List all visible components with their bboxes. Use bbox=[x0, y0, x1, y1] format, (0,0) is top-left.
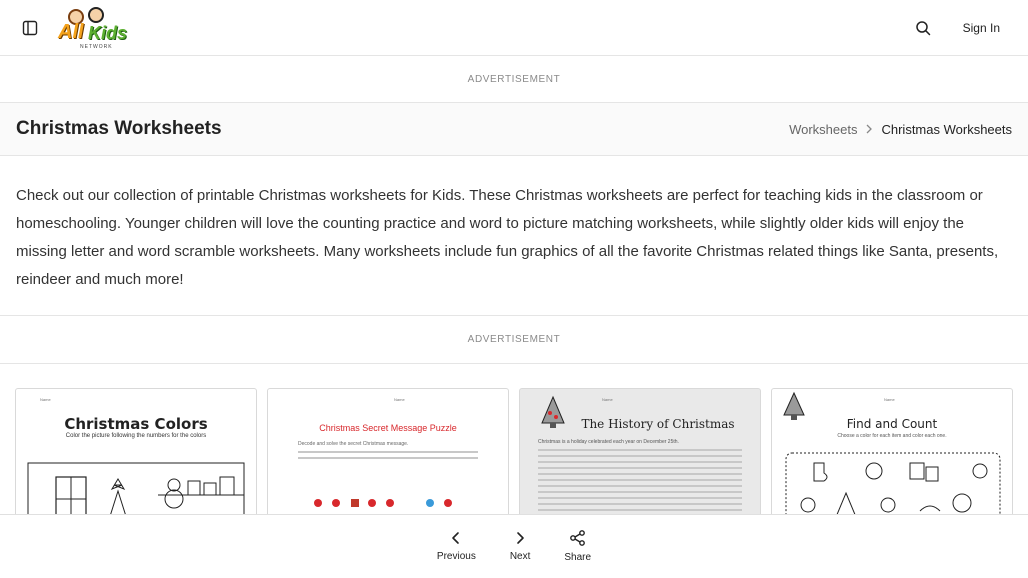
advertisement-label: ADVERTISEMENT bbox=[467, 73, 561, 85]
next-button[interactable] bbox=[510, 531, 531, 562]
chevron-right-icon bbox=[513, 531, 527, 545]
worksheet-text-lines bbox=[298, 451, 478, 463]
worksheet-card-find-and-count[interactable] bbox=[771, 388, 1013, 528]
search-icon bbox=[915, 20, 931, 36]
worksheet-subtitle: Christmas is a holiday celebrated each year on December 25th. bbox=[538, 439, 679, 445]
logo-text-network: NETWORK bbox=[80, 43, 113, 50]
share-label: Share bbox=[564, 552, 592, 563]
worksheet-name-label: Name bbox=[394, 397, 405, 402]
share-button[interactable] bbox=[564, 530, 591, 563]
intro-paragraph: Check out our collection of printable Christmas worksheets for Kids. These Christmas worksheets are perfect for teaching kids in the classroom or homeschooling. Younger children will love the counting practice and word to picture matching worksheets, while slightly older kids will enjoy the missing letter and word scramble worksheets. Many worksheets include fun graphics of all the favorite Christmas related things like Santa, presents, reindeer and much more! bbox=[16, 187, 999, 288]
sign-in-link[interactable]: Sign In bbox=[962, 20, 1000, 35]
previous-label: Previous bbox=[436, 551, 476, 562]
page-title: Christmas Worksheets bbox=[16, 118, 222, 139]
worksheet-card-secret-message-puzzle[interactable] bbox=[267, 388, 509, 528]
sidebar-toggle-icon bbox=[22, 20, 38, 36]
worksheet-card-history-of-christmas[interactable] bbox=[519, 388, 761, 528]
worksheet-title: Find and Count bbox=[846, 417, 938, 431]
logo-kid-face-icon bbox=[88, 7, 104, 23]
sidebar-toggle-button[interactable] bbox=[16, 14, 44, 42]
header-actions bbox=[911, 16, 1012, 40]
logo-text-kids: Kids bbox=[88, 22, 128, 43]
advertisement-label: ADVERTISEMENT bbox=[467, 334, 561, 345]
worksheet-text-lines bbox=[538, 449, 742, 515]
worksheet-subtitle: Decode and solve the secret Christmas message. bbox=[298, 441, 409, 447]
breadcrumb-current: Christmas Worksheets bbox=[881, 121, 1012, 137]
site-logo[interactable] bbox=[58, 5, 134, 51]
chevron-left-icon bbox=[449, 531, 463, 545]
intro-text bbox=[0, 156, 1028, 316]
advertisement-top bbox=[0, 56, 1028, 103]
page-title-bar bbox=[0, 103, 1028, 156]
breadcrumb-separator bbox=[865, 124, 873, 134]
worksheet-title: Christmas Secret Message Puzzle bbox=[319, 423, 457, 433]
next-label: Next bbox=[509, 551, 531, 562]
top-bar bbox=[0, 0, 1028, 56]
worksheet-title: The History of Christmas bbox=[581, 417, 735, 431]
worksheet-card-christmas-colors[interactable] bbox=[15, 388, 257, 528]
bottom-navigation bbox=[0, 514, 1028, 578]
advertisement-middle bbox=[0, 316, 1028, 364]
worksheet-grid bbox=[0, 364, 1028, 528]
worksheet-subtitle: Choose a color for each item and color each one. bbox=[837, 433, 947, 439]
chevron-right-icon bbox=[865, 124, 873, 134]
worksheet-subtitle: Color the picture following the numbers for the colors bbox=[65, 433, 207, 439]
worksheet-name-label: Name bbox=[40, 397, 51, 402]
worksheet-title: Christmas Colors bbox=[64, 415, 208, 433]
previous-button[interactable] bbox=[437, 531, 476, 562]
worksheet-name-label: Name bbox=[602, 397, 613, 402]
worksheet-name-label: Name bbox=[884, 397, 895, 402]
breadcrumb bbox=[789, 122, 1012, 137]
share-icon bbox=[569, 530, 587, 546]
logo-text-all: All bbox=[58, 20, 84, 43]
breadcrumb-worksheets-link[interactable]: Worksheets bbox=[789, 121, 858, 137]
ornament-row-icon bbox=[308, 493, 468, 513]
search-button[interactable] bbox=[911, 16, 935, 40]
